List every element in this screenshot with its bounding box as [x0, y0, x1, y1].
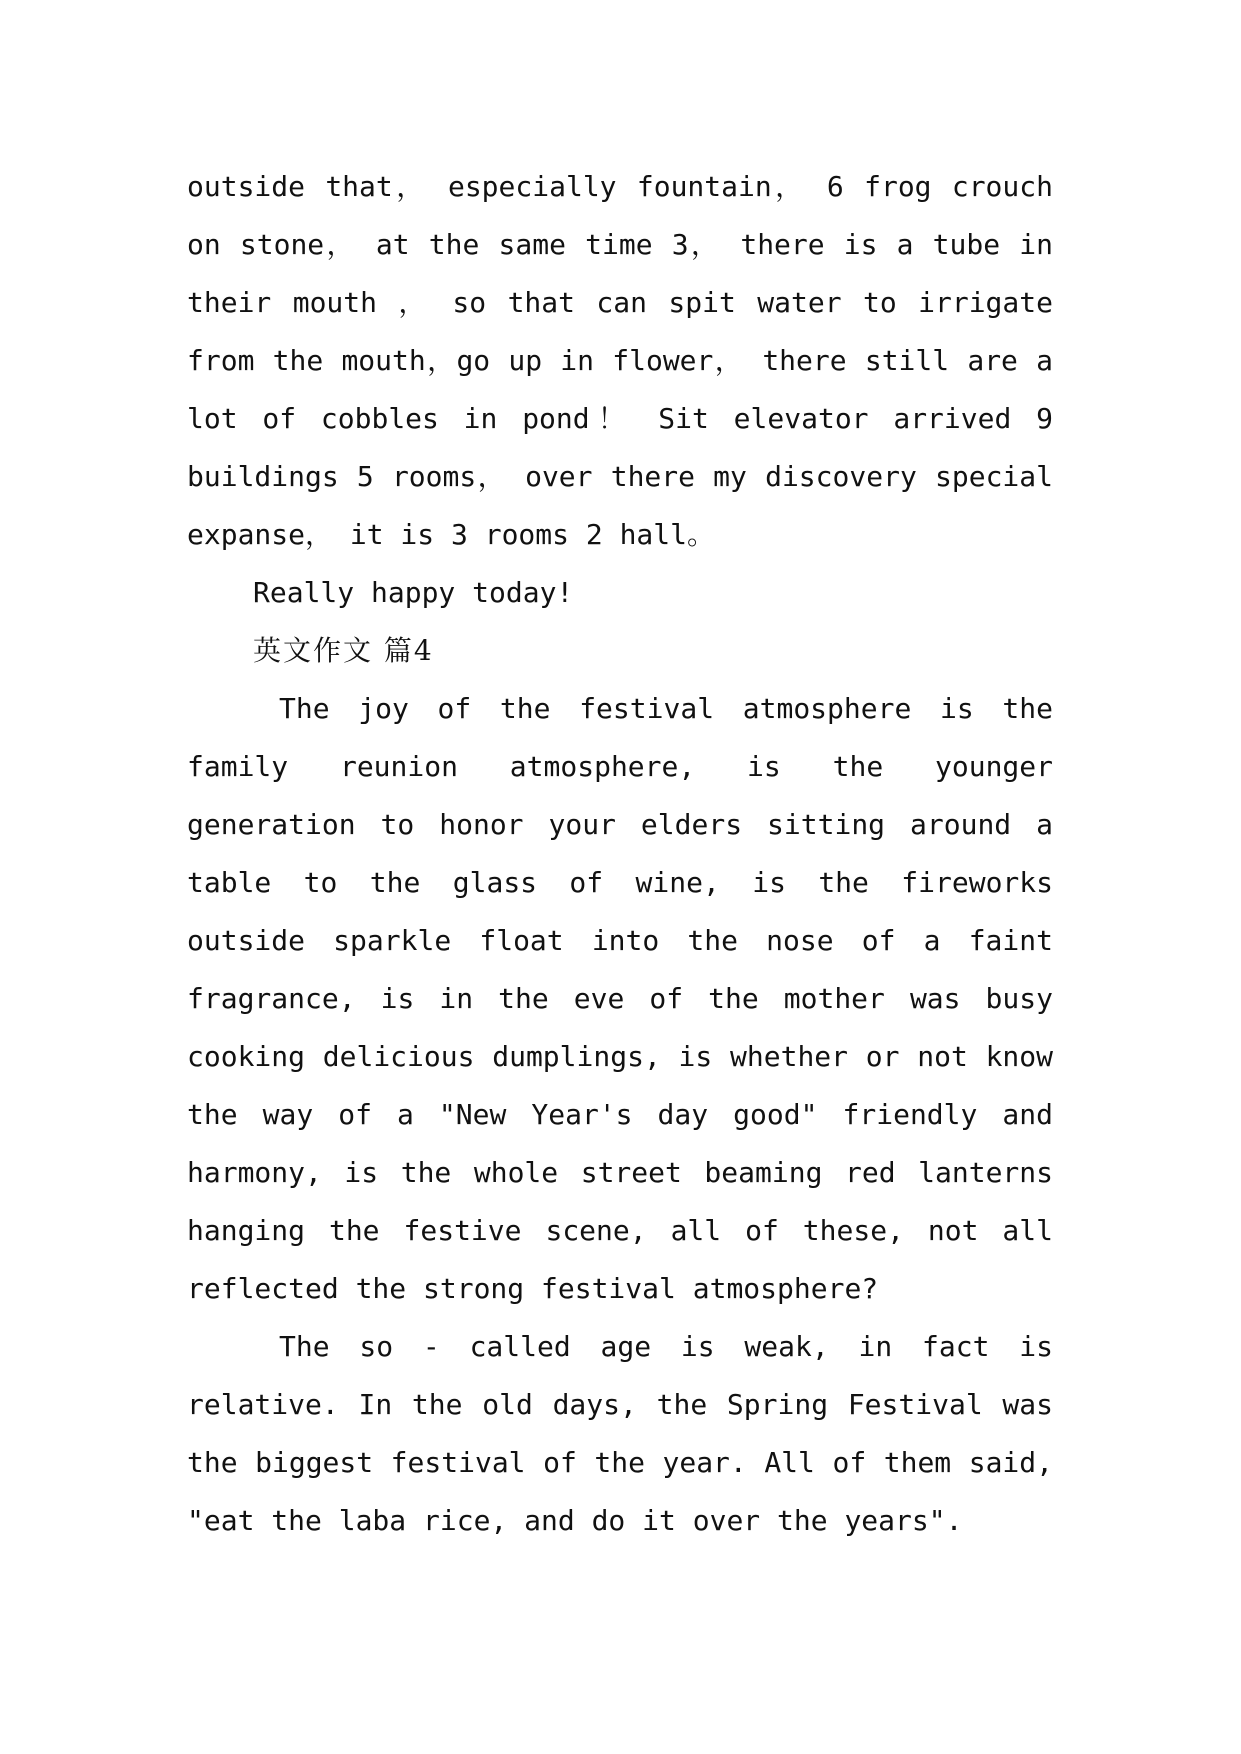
paragraph-fountain-description: outside that， especially fountain， 6 frog crouch on stone， at the same time 3， there is a tube in their mouth ， so that can spit water to irrigate from the mouth，go up in flower， there still are a lot of cobbles in pond！ Sit elevator arrived 9 buildings 5 rooms， over there my discovery special expanse， it is 3 rooms 2 hall。 [187, 170, 1053, 551]
section-heading: 英文作文 篇4 [253, 634, 434, 667]
document-body [187, 158, 1053, 1550]
paragraph-festival-atmosphere: The joy of the festival atmosphere is the family reunion atmosphere, is the younger generation to honor your elders sitting around a table to the glass of wine, is the fireworks outside sparkle float into the nose of a faint fragrance, is in the eve of the mother was busy cooking delicious dumplings, is whether or not know the way of a "New Year's day good" friendly and harmony, is the whole street beaming red lanterns hanging the festive scene, all of these, not all reflected the strong festival atmosphere? [187, 692, 1053, 1305]
paragraph-age-relative: The so - called age is weak, in fact is relative. In the old days, the Spring Festival was the biggest festival of the year. All of them said, "eat the laba rice, and do it over the years". [187, 1330, 1053, 1537]
paragraph-happy-today: Really happy today! [253, 576, 574, 609]
